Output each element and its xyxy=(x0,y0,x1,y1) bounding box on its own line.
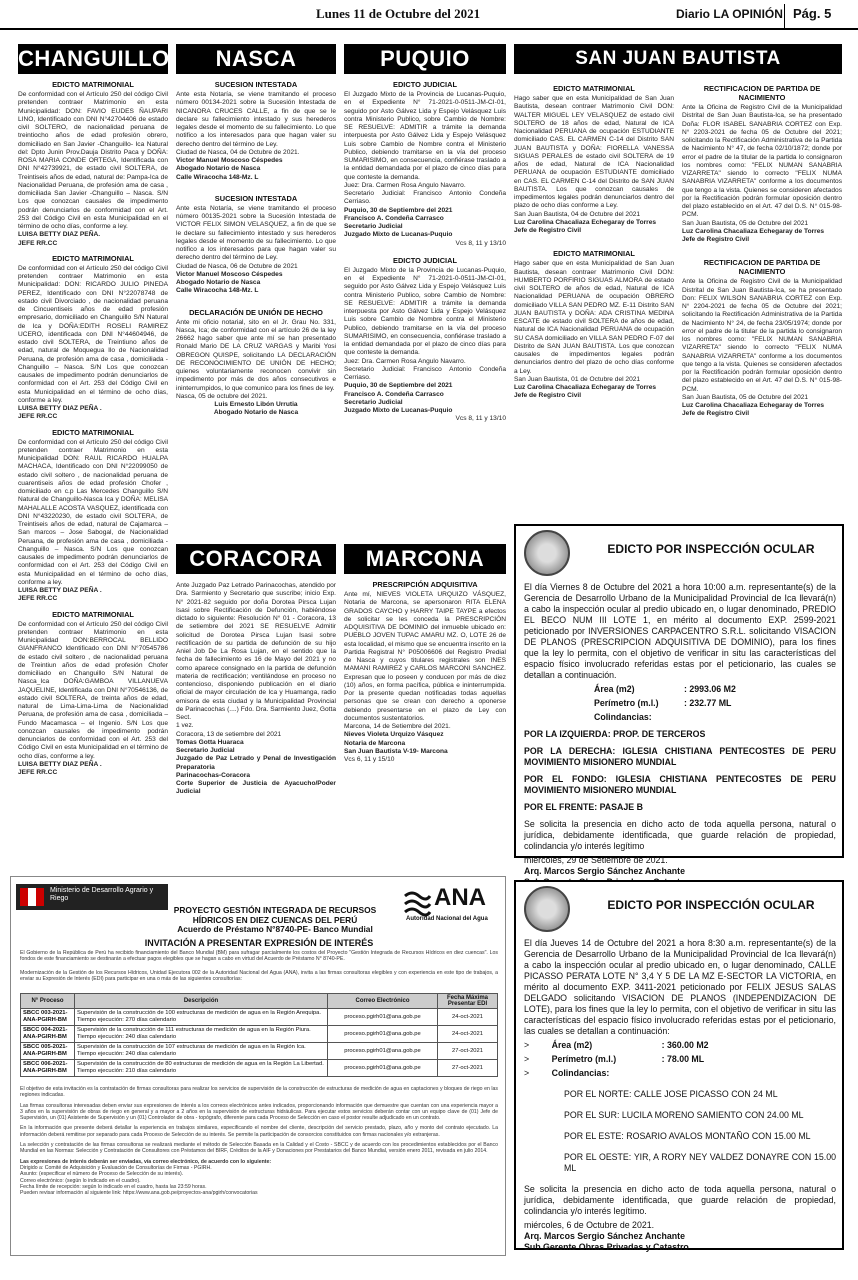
boundary-item: POR EL SUR: LUCILA MORENO SAMIENTO CON 24.00 ML xyxy=(564,1110,804,1120)
notice-text: Hago saber que en esta Municipalidad de San Juan Bautista, desean contraer Matrimonio Civil DON: WALTER MIGUEL LEY VELASQUEZ de estado civil SOLTERO de 18 años de edad, Natural de ICA Nacionalidad PERUANA de ocupación ESTUDIANTE domiciliado CAS. EL CARMEN C-14 del Distrito SAN JUAN BAUTISTA y DOÑA: FIORELLA VANESSA SIGUAS PERALES de estado civil SOLTERA de 19 años de edad, Natural de ICA Nacionalidad PERUANA de ocupación ESTUDIANTE domiciliado en CAS. EL CARMEN C-14 del Distrito de SAN JUAN BAUTISTA. Los que conozcan causales de impedimentos legales podrán denunciarlos dentro del plazo de ocho días conforme a Ley. xyxy=(514,95,674,210)
notice-title: EDICTO MATRIMONIAL xyxy=(52,609,134,619)
notice-text: Ante Juzgado Paz Letrado Parinacochas, atendido por Dra. Sarmiento y Secretario que suscribe; inicio Exp. N° 2021-82 seguido por doña Dorotea Pirsca Lujan Isasi sobre Rectificación de Defunción, habiéndose dictado lo siguiente: Resolución N° 01 - Coracora, 13 de setiembre del 2021 SE RESUELVE Admitir solicitud de Dorotea Pirsca Lujan Isasi sobre rectificación de su partida de defunción de su hijo Aniel Job De La Rosa Lujan, en el sentido que la fecha de fallecimiento es 16 de Mayo del 2021 y no como aparece consignado en la partida de defunción materia de rectificación; ventilándose en proceso no contencioso, disponiendo publicación en el diario oficial de mayor circulación de Ica y Huamanga, radio emisora de esta ciudad y la Municipalidad Provincial de Parinacochas (....) Fdo. Dra. Sarmiento Juez, Gotta Sect. xyxy=(176,582,336,721)
table-header-row: N° Proceso Descripción Correo Electrónico Fecha Máxima Presentar EDI xyxy=(21,994,498,1009)
notice-role: Sub Gerente Obras Privadas y Catastro xyxy=(524,1242,689,1252)
perimeter-row: > Perímetro (m.l.) : 78.00 ML xyxy=(524,1054,705,1064)
notice-signature: LUISA BETTY DIAZ PEÑA . xyxy=(18,405,102,412)
notice-signature: Arq. Marcos Sergio Sánchez Anchante xyxy=(524,866,685,876)
notice-place: Marcona, 14 de Setiembre del 2021. xyxy=(344,723,451,730)
notice-title: EDICTO MATRIMONIAL xyxy=(52,80,134,89)
sanjuan-banner: SAN JUAN BAUTISTA xyxy=(514,44,842,74)
nasca-column xyxy=(176,44,336,534)
notice-place: Puquio, 30 de Septiembre del 2021 xyxy=(344,206,453,214)
notice-signature: LUISA BETTY DIAZ PEÑA . xyxy=(18,760,102,768)
notice-title: EDICTO MATRIMONIAL xyxy=(52,427,134,437)
notice-closing: Se solicita la presencia en dicho acto de toda aquella persona, natural o jurídica, debidamente identificada, que guarde relación de propiedad, colindancia y/o interés legítimo xyxy=(524,819,836,851)
notice-title: EDICTO JUDICIAL xyxy=(393,80,457,89)
notice-date: miércoles, 6 de Octubre de 2021. xyxy=(524,1220,655,1230)
perimeter-row: Perímetro (m.l.) : 232.77 ML xyxy=(594,698,732,708)
notice-signature: Luis Ernesto Libón Urrutia xyxy=(214,401,298,408)
ana-paragraph: Las firmas consultoras interesadas deben enviar sus expresiones de interés a los correos electrónicos antes indicados, proporcionando información que demuestre que cuentan con una experiencia mayor a 3 años en la supervisión de obras de riego en general y a mayor a 2 años en la supervisión de estructuras hidráulicas. Para ejecutar estos servicios deberán contar con un equipo clave de (01) Jefe de Supervisión, un (01) Asistente de Supervisión y un (01) Controlador de obra - topógrafo, diferente para cada Proceso de Selección en caso el postor resulte adjudicado en un contrato. xyxy=(20,1102,498,1122)
ana-paragraph: Correo electrónico: (según lo indicado en el cuadro). xyxy=(20,1177,141,1184)
notice-body xyxy=(524,938,836,1256)
procurement-table xyxy=(20,993,498,1077)
notice-role: Jefe de Registro Civil xyxy=(514,392,582,400)
notice-place: Coracora, 13 de setiembre del 2021 xyxy=(176,730,282,738)
ana-logo-text: ANA xyxy=(434,884,486,911)
notice-title: PRESCRIPCIÓN ADQUISITIVA xyxy=(372,580,478,589)
ana-logo-subtitle: Autoridad Nacional del Agua xyxy=(406,916,488,922)
boundary-item: POR EL FRENTE: PASAJE B xyxy=(524,802,643,812)
notice-title: RECTIFICACION DE PARTIDA DE NACIMIENTO xyxy=(703,258,821,277)
notice-title: EDICTO MATRIMONIAL xyxy=(553,84,635,93)
notice-text: De conformidad con el Artículo 250 del código Civil pretenden contraer Matrimonio en esta Municipalidad DON:BERROCAL BELLIDO GIANFRANCO Identificado con DNI N°70545786 de estado civil soltero , de nacionalidad peruana de Treintiun años de edad profesión Chofer domiciliado en Changuillo S/N Natural de Nasca_Ica DOÑA:GAMBOA VILLANUEVA JAQUELINE, Identificada con DNI N°70546136, de estado civil SOLTERA, de treinta años de edad, natural de Lima-Lima-Lima de Nacionalidad Peruana, de profesión ama de casa , domiciliada –Fundo Macamasca – el Ingenio. S/N Los que conozcan causales de impedimento podrán denunciarlos de conformidad con el Art. 253 del Código Civil en esta Municipalidad en el término de ocho días, conforme a ley. xyxy=(18,620,168,760)
notice-publication: Vcs 6, 11 y 15/10 xyxy=(344,756,395,763)
notice-role: Abogado Notario de Nasca xyxy=(176,279,261,286)
notice-place: Ciudad de Nasca, 06 de Octubre de 2021 xyxy=(176,262,298,270)
notice-text: Hago saber que en esta Municipalidad de San Juan Bautista, desean contraer Matrimonio Civil DON: HUMBERTO PORFIRIO SIGUAS ALMORA de estado civil SOLTERO de años de edad, Natural de ICA Nacionalidad PERUANA de ocupación OBRERO domiciliado VILLA SAN PEDRO MZ. E-11 Distrito SAN JUAN BAUTISTA y DOÑA: ADA CRISTINA MEDINA ESCATE de estado civil SOLTERA de años de edad, Natural de ICA Nacionalidad PERUANA de ocupación SU CASA domiciliado en VILLA SAN PEDRO F-07 del Distrito de SAN JUAN BAUTISTA. Los que conozcan causales de impedimentos legales podrán denunciarlos dentro del plazo de ocho días conforme a Ley. xyxy=(514,260,674,375)
newspaper-name: Diario LA OPINIÓN xyxy=(676,7,783,21)
notice-title: SUCESION INTESTADA xyxy=(214,193,298,203)
notice-place: San Juan Bautista, 04 de Octubre del 2021 xyxy=(514,210,641,218)
notice-role: Juzgado de Paz Letrado y Penal de Investigación Preparatoria xyxy=(176,755,336,771)
area-row: Área (m2) : 2993.06 M2 xyxy=(594,684,736,694)
puquio-banner: PUQUIO xyxy=(344,44,506,74)
ministry-logo: Ministerio de Desarrollo Agrario y Riego xyxy=(16,884,168,910)
notice-title: RECTIFICACION DE PARTIDA DE NACIMIENTO xyxy=(703,84,821,102)
notice-text: Ante mí, NIEVES VIOLETA URQUIZO VÁSQUEZ, Notaria de Marcona, se apersonaron RITA ELENA GRADOS CAYCHO y HARRY TAIPE TAYPE a efectos de solicitar se les conceda la PRESCRIPCIÓN ADQUISITIVA DE DOMINIO del inmueble ubicado en: PUEBLO JOVEN TUPAC AMARU MZ. O, LOTE 26 de esta localidad, el mismo que se encuentra inscrito en la Partida Registral N° P05006606 del Registro Predial de Nasca y cuyos titulares registrales son INES MAMANI RAMIREZ y CARLOS MARCONI SANCHEZ. Expresan que lo poseen y conducen por más de diez (10) años, en forma pacífica, pública e ininterrumpida. Por la presente quedan notificadas todas aquellas personas que se crean con derecho a oponerse debiendo presentarse en el plazo de Ley con documentos sustentatorios. xyxy=(344,591,507,722)
coracora-banner: CORACORA xyxy=(176,544,336,574)
invitation-title: INVITACIÓN A PRESENTAR EXPRESIÓN DE INTERÉS xyxy=(144,938,374,948)
page-header xyxy=(0,0,858,30)
notice-title: DECLARACIÓN DE UNIÓN DE HECHO xyxy=(189,307,323,317)
coracora-column xyxy=(176,544,336,864)
ana-paragraph: Fecha límite de recepción: según lo indicado en el cuadro, hasta las 23:59 horas. xyxy=(20,1183,207,1190)
notice-signature: Victor Manuel Moscoso Céspedes xyxy=(176,270,283,278)
boundaries-label: > Colindancias: xyxy=(524,1068,610,1078)
notice-signature: LUISA BETTY DIAZ PEÑA. xyxy=(18,231,101,239)
notice-title: EDICTO POR INSPECCIÓN OCULAR xyxy=(607,542,815,556)
notice-role: Secretario Judicial xyxy=(344,223,403,230)
municipal-crest-icon xyxy=(524,886,570,932)
notice-signature: Luz Carolina Chacaliaza Echegaray de Torres xyxy=(514,384,657,391)
notice-signature: Luz Carolina Chacaliaza Echegaray de Torres xyxy=(514,218,657,226)
notice-text: El Juzgado Mixto de la Provincia de Lucanas-Puquio, en el Expediente N° 71-2021-0-0511-JM-CI-01, seguido por Asto Gálvez Lida y Espejo Velásquez Luis contra Ministerio Publico, sobre Cambio de Nombre: SE RESUELVE: ADMITIR a trámite la demanda interpuesta por Asto Gálvez Lida y Espejo Velásquez Luis sobre Cambio de Nombre contra el Ministerio Publico, debiendo tramitarse en la vía del proceso SUMARISIMO, en consecuencia, confiérase traslado a la entidad demandada por el plazo de cinco días para que conteste la demanda. xyxy=(344,266,506,357)
ana-paragraph: Asunto: (especificar el número de Proceso de Selección de su interés). xyxy=(20,1171,184,1178)
notice-title: EDICTO POR INSPECCIÓN OCULAR xyxy=(607,898,815,912)
notice-signature: Nieves Violeta Urquizo Vásquez xyxy=(344,731,444,739)
marcona-banner: MARCONA xyxy=(344,544,506,574)
notice-text: El Juzgado Mixto de la Provincia de Lucanas-Puquio, en el Expediente N° 71-2021-0-0511-JM-CI-01, seguido por Asto Gálvez Lida y Espejo Velásquez Luis contra Ministerio Publico, sobre Cambio de Nombre: SE RESUELVE: ADMITIR a trámite la demanda interpuesta por Asto Gálvez Lida y Espejo Velásquez Luis sobre Cambio de Nombre contra el Ministerio Publico, debiendo tramitarse en la vía del proceso SUMARISIMO, en consecuencia, confiérase traslado a la entidad demandada por el plazo de cinco días para que conteste la demanda. xyxy=(344,91,506,181)
invitation-intro: El Gobierno de la República de Perú ha recibido financiamiento del Banco Mundial (BM) para sufragar parcialmente los costos del Proyecto "Gestión Integrada de Recursos Hídricos en diez cuencas". Los fondos de este financiamiento se destinarán a efectuar pagos elegibles que se hagan a cabo en virtud del Acuerdo de Préstamo N° 8740-PE. xyxy=(20,950,498,963)
notice-text: De conformidad con el Artículo 250 del código Civil pretenden contraer Matrimonio en esta Municipalidad: DON: FAVIO EUDES ÑAUPARI LINO, Identificado con DNI N°42704406 de estado civil SOLTERO, de nacionalidad peruana de treintiocho años de edad profesión obrero, domiciliado en San Javier -Changuillo- Ica Natural del: Dpto Junin Prov.Dauja Distrito Paca y DOÑA: ROSA MARIA CONDE ORTEGA, Identificada con DNI N°42739921, de estado civil SOLTERA, de Treintiseis años de edad, natural de: Pampa-Ica de Nacionalidad Peruana, de profesión ama de casa , domiciliada San Javier -Changuillo – Nasca. S/N Los que conozcan causales de impedimento podrán denunciarlos de conformidad con el Art. 253 del Código Civil en esta Municipalidad en el término de ocho días, conforme a ley. xyxy=(18,91,168,230)
nasca-banner: NASCA xyxy=(176,44,336,74)
notice-closing: Se solicita la presencia en dicho acto de toda aquella persona, natural o jurídica, debidamente identificada, que guarde relación de propiedad, colindancia y/o interés legítimo. xyxy=(524,1184,836,1216)
ana-paragraph: La selección y contratación de las firmas consultoras se realizará mediante el método de Selección Basada en la Calidad y el Costo - SBCC y de acuerdo con los procedimientos establecidos por el Banco Mundial en las Normas: Selección y Contratación de Consultores con Préstamos del BIRF, Créditos de la AIF y Donaciones por Prestatarios del Banco Mundial, versión enero 2011, revisada en julio 2014. xyxy=(20,1142,498,1155)
ana-paragraph: El objetivo de esta invitación es la contratación de firmas consultoras para realizar los servicios de supervisión de la construcción de estructuras de medición de agua en captaciones y bloques de riego en las regiones indicadas. xyxy=(20,1086,498,1099)
invitation-intro-2: Modernización de la Gestión de los Recursos Hídricos, Unidad Ejecutora 002 de la Autoridad Nacional del Agua (ANA), invita a las firmas consultoras elegibles y con experiencia en este tipo de trabajos, a enviar su Expresión de Interés (EDI) para participar en una o más de las siguientes consultorías: xyxy=(20,970,498,983)
changuillo-banner: CHANGUILLO xyxy=(18,44,168,74)
notice-judge: Juez: Dra. Carmen Rosa Angulo Navarro. xyxy=(344,181,466,189)
notice-signature: Tomas Gotta Huaraca xyxy=(176,738,244,746)
notice-text: Ante esta Notaría, se viene tramitando el proceso número 00135-2021 sobre la Sucesión Intestada de VICTOR FELIX SIMON VELASQUEZ, a fin de que se le declare su fallecimiento intestado y sus herederos legales desde el momento de su fallecimiento. Lo que notifico a los interesados para que hagan valer su derecho dentro del término de Ley. xyxy=(176,204,336,262)
municipal-crest-icon xyxy=(524,530,570,576)
notice-place: San Juan Bautista, 05 de Octubre del 2021 xyxy=(682,219,809,227)
ana-paragraph[interactable]: Pueden revisar información al siguiente link: https://www.ana.gob.pe/proyectos-ana/pgirh/convocatorias xyxy=(20,1190,258,1197)
inspection-notice-2 xyxy=(514,880,844,1250)
ana-paragraph: En la información que presente deberá detallar la experiencia en trabajos similares, especificando el nombre del cliente, descripción del servicio prestado, plazo, año y monto del contrato ejecutado. La información deberá remitirse por separado para cada Proceso de Selección de su interés. Se permite la participación de consorcios constituidos con firmas nacionales y/o extranjeras. xyxy=(20,1125,498,1138)
notice-signature: Luz Carolina Chacaliaza Echegaray de Torres xyxy=(682,227,825,235)
table-row: SBCC 004-2021-ANA-PGIRH-BM Supervisión de la construcción de 111 estructuras de medición de agua en la Región Piura. Tiempo ejecución: 240 días calendario proceso.pgirh01@ana.gob.pe 24-oct-2021 xyxy=(21,1026,498,1043)
ana-waves-icon xyxy=(402,888,432,918)
notice-role: Secretario Judicial xyxy=(176,747,235,754)
notice-address: Calle Wiracocha 148-Mz. L xyxy=(176,287,259,295)
notice-role: Abogado Notario de Nasca xyxy=(213,409,299,417)
notice-publication: Vcs 8, 11 y 13/10 xyxy=(455,415,506,423)
notice-text: Ante la Oficina de Registro Civil de la Municipalidad Distrital de San Juan Bautista-Ica, se ha presentado Doña: FLOR ISABEL SANABRIA CORTEZ con Exp. N° 2203-2021 de fecha 05 de Octubre del 2021; solicitando la Rectificación Administrativa de la Partida de Nacimiento N° 47, de fecha 02/10/1872; donde por error el padre de la titular de la partida lo consignaron los nombres como: "FELIX NUMAN SANABRIA VIZARRETA" siendo lo correcto "FELIX NUMA SANABRIA VIZARRETA" conforme a los documentos que tengo a la vista. Quienes se consideren afectados por la Rectificación podrán formular oposición dentro del plazo establecido en el Art. 47 del D.S. N° 015-98-PCM. xyxy=(682,104,842,219)
boundary-item: POR EL FONDO: IGLESIA CHISTIANA PENTECOSTES DE PERU MOVIMIENTO MISIONERO MUNDIAL xyxy=(524,774,836,795)
notice-signature: Luz Carolina Chacaliaza Echegaray de Torres xyxy=(682,402,825,409)
boundary-item: POR EL ESTE: ROSARIO AVALOS MONTAÑO CON 15.00 ML xyxy=(564,1131,811,1141)
notice-role: JEFE RR.CC xyxy=(18,769,58,776)
notice-title: SUCESION INTESTADA xyxy=(214,80,298,89)
notice-signature: Francisco A. Condeña Carrasco xyxy=(344,390,444,398)
notice-role: JEFE RR.CC xyxy=(18,413,58,421)
boundary-item: POR LA DERECHA: IGLESIA CHISTIANA PENTECOSTES DE PERU MOVIMIENTO MISIONERO MUNDIAL xyxy=(524,746,836,767)
notice-secretary: Secretario Judicial: Francisco Antonio Condeña Cerriaso. xyxy=(344,190,506,206)
notice-text: Ante mi oficio notarial, sito en el Jr. Grau No. 331, Nasca, Ica; de conformidad con el artículo 26 de la ley 26662 hago saber que ante mí se han presentado Ronald Mario DE LA CRUZ VARGAS y Maribi Yosi OBREGON QUISPE, solicitando LA DECLARACIÓN DE RECONOCIMIENTO DE UNIÓN DE HECHO; quienes voluntariamente reconocen convivir sin impedimento por más de dos años consecutivos e ininterrumpidos, lo que comunico para los fines de ley. xyxy=(176,318,336,392)
ana-paragraph: Dirigido a: Comité de Adquisición y Evaluación de Consultorías de Firmas - PGIRH. xyxy=(20,1164,212,1171)
notice-place: Ciudad de Nasca, 04 de Octubre de 2021. xyxy=(176,148,300,156)
notice-role: Abogado Notario de Nasca xyxy=(176,165,261,173)
notice-role: Notaria de Marcona xyxy=(344,739,406,747)
notice-text: Ante esta Notaría, se viene tramitando el proceso número 00134-2021 sobre la Sucesión Intestada de NICANORA CRUCES CALLE, a fin de que se le declare su fallecimiento intestado y sus herederos legales desde el momento de su fallecimiento. Lo que notifico a los interesados para que hagan valer su derecho dentro del término de Ley. xyxy=(176,91,336,148)
project-title: PROYECTO GESTIÓN INTEGRADA DE RECURSOS HÍDRICOS EN DIEZ CUENCAS DEL PERÚ Acuerdo de Préstamo N°8740-PE- Banco Mundial xyxy=(173,905,377,935)
area-row: > Área (m2) : 360.00 M2 xyxy=(524,1040,709,1050)
notice-title: EDICTO JUDICIAL xyxy=(393,255,457,265)
notice-place: San Juan Bautista, 05 de Octubre del 2021 xyxy=(682,393,809,401)
page-number: Pág. 5 xyxy=(784,4,831,28)
notice-signature: Arq. Marcos Sergio Sánchez Anchante xyxy=(524,1231,685,1241)
notice-role: JEFE RR.CC xyxy=(18,239,58,247)
notice-secretary: Secretario Judicial: Francisco Antonio Condeña Cerriaso. xyxy=(344,365,506,381)
notice-role: Jefe de Registro Civil xyxy=(682,236,750,243)
ana-paragraph: Las expresiones de interés deberán ser enviadas, vía correo electrónico, de acuerdo con lo siguiente: xyxy=(20,1158,272,1165)
notice-role: Parinacochas-Coracora xyxy=(176,771,251,779)
notice-court: Juzgado Mixto de Lucanas-Puquio xyxy=(344,407,453,414)
boundary-item: POR LA IZQUIERDA: PROP. DE TERCEROS xyxy=(524,729,706,739)
marcona-column xyxy=(344,544,506,864)
notice-signature: Francisco A. Condeña Carrasco xyxy=(344,214,444,222)
notice-date: miércoles, 29 de Setiembre de 2021. xyxy=(524,855,668,865)
notice-signature: LUISA BETTY DIAZ PEÑA . xyxy=(18,587,102,594)
notice-address: Calle Wiracocha 148-Mz. L xyxy=(176,173,259,181)
notice-text: De conformidad con el Artículo 250 del código Civil pretenden contraer Matrimonio en esta Municipalidad DON: RAUL RICARDO HUALPA MACHACA, Identificado con DNI N°22099050 de estado civil soltero , de nacionalidad peruana de cuarentiseis años de edad profesión Chofer , domiciliado en c.p Las Mercedes Changuillo S/N Natural de Changuillo-Nasca Ica y DOÑA: MELISA MAHALALLE ACOSTA VASQUEZ, identificada con DNI N°43220230, de estado civil SOLTERA, de Treintiseis años de edad, natural de Cajamarca – San marcos – Jose Sabogal, de Nacionalidad Peruana, de profesión ama de casa , domiciliada - Changuillo – Nasca. S/N Los que conozcan causales de impedimento podrán denunciarlos de conformidad con el Art. 253 del Código Civil en esta Municipalidad en el término de ocho días, conforme a ley. xyxy=(18,438,168,586)
sanjuan-left-column xyxy=(514,78,674,518)
notice-title: EDICTO MATRIMONIAL xyxy=(52,253,134,263)
notice-role: Jefe de Registro Civil xyxy=(682,410,750,418)
ana-body xyxy=(20,1086,498,1196)
ana-logo xyxy=(402,884,502,924)
notice-place: San Juan Bautista, 01 de Octubre del 2021 xyxy=(514,375,641,383)
boundary-item: POR EL OESTE: YIR, A RORY NEY VALDEZ DONAYRE CON 15.00 ML xyxy=(564,1152,836,1173)
notice-role: Jefe de Registro Civil xyxy=(514,227,582,234)
notice-address: San Juan Bautista V-19- Marcona xyxy=(344,747,448,755)
notice-signature: Victor Manuel Moscoso Céspedes xyxy=(176,157,283,164)
notice-vez: 1 vez. xyxy=(176,722,194,730)
notice-text: El día Jueves 14 de Octubre del 2021 a hora 8:30 a.m. representante(s) de la Gerencia de Desarrollo Urbano de la Municipalidad Provincial de Ica llevará(n) a cabo la inspección ocular al predio ubicado en, o lugar denominado, CALLE PICASSO PERATA LOTE N° 3,4 Y 5 DE LA MZ E-SECTOR LA VICTORIA, en mérito al documento EXP. 3411-2021 peticionado por FELIX JESUS SALAS DELGADO solicitando VISACION DE PLANOS (INDEPENDIZACION DE LOTE), para los fines que la ley lo permita, con el objetivo de verificar in situ las características del espacio físico involucrado referidas estas por el peticionario, las cuales se detallan a continuación: xyxy=(524,938,836,1036)
notice-body xyxy=(524,582,836,891)
notice-text: De conformidad con el Artículo 250 del código Civil pretenden contraer Matrimonio en esta Municipalidad: DON: RICARDO JULIO PINEDA PEREZ, Identificado con DNI N°22078748 de estado civil Divorciado , de nacionalidad peruana de Cincuentiseis años de edad profesión empresario, domiciliado en Changuillo S/N Natural de Ica y DOÑA:EDITH ROSELI RAMIREZ UCERO, identificada con DNI N°44604946, de estado civil SOLTERA, de Treintiuno años de edad, natural de Moquegua Ilo de Nacionalidad Peruana, de profesión ama de casa , domiciliada - Changuillo – Nasca. S/N Los que conozcan causales de impedimento podrán denunciarlos de conformidad con el Art. 253 del Código Civil en esta Municipalidad en el término de ocho días, conforme a ley. xyxy=(18,264,168,404)
notice-court: Juzgado Mixto de Lucanas-Puquio xyxy=(344,231,453,239)
notice-publication: Vcs 8, 11 y 13/10 xyxy=(455,239,506,247)
puquio-column xyxy=(344,44,506,534)
notice-place: Nasca, 05 de octubre del 2021. xyxy=(176,392,268,400)
boundaries-label: Colindancias: xyxy=(594,712,652,722)
inspection-notice-1 xyxy=(514,524,844,876)
notice-role: Secretario Judicial xyxy=(344,398,403,406)
notice-text: Ante la Oficina de Registro Civil de la Municipalidad Distrital de San Juan Bautista-Ica, se ha presentado Don: FELIX WILSON SANABRIA CORTEZ con Exp. N° 2204-2021 de fecha 05 de Octubre del 2021; solicitando la Rectificación Administrativa de la Partida de Nacimiento N° 24, de fecha 23/05/1974; donde por error el padre de la titular de la partida lo consignaron los nombres como: "FELIX NUMAN SANABRIA VIZARRETA" siendo lo correcto "FELIX NUMA SANABRIA VIZARRETA" conforme a los documentos que tengo a la vista. Quienes se consideren afectados por la Rectificación podrán formular oposición dentro del plazo establecido en el Art. 47 del D.S. N° 015-98-PCM. xyxy=(682,278,842,393)
notice-text: El día Viernes 8 de Octubre del 2021 a hora 10:00 a.m. representante(s) de la Gerencia de Desarrollo Urbano de la Municipalidad Provincial de Ica llevará(n) a cabo la inspección ocular al predio ubicado en, o lugar denominado, PREDIO EL BECO NUM III LOTE 1, en mérito al documento EXP. 2599-2021 peticionado por INVERSIONES CARPACENTRO S.R.L. solicitando VISACION DE PLANOS (PRESCRIPCION ADQUISITIVA DE DOMINIO), para los fines que la ley lo permita, con el objetivo de verificar in situ las características del espacio físico involucrado referidas estas por el peticionario, las cuales se detallan a continuación. xyxy=(524,582,836,680)
changuillo-column xyxy=(18,44,168,864)
table-row: SBCC 006-2021-ANA-PGIRH-BM Supervisión de la construcción de 80 estructuras de medición de agua en la Región La Libertad. Tiempo ejecución: 210 días calendario proceso.pgirh01@ana.gob.pe 27-oct-2021 xyxy=(21,1060,498,1077)
sanjuan-right-column xyxy=(682,78,842,518)
notice-role: Corte Superior de Justicia de Ayacucho/Poder Judicial xyxy=(176,780,336,796)
boundary-item: POR EL NORTE: CALLE JOSE PICASSO CON 24 ML xyxy=(564,1089,778,1099)
issue-date: Lunes 11 de Octubre del 2021 xyxy=(316,6,481,21)
peru-flag-icon xyxy=(20,888,44,906)
notice-place: Puquio, 30 de Septiembre del 2021 xyxy=(344,382,453,390)
notice-title: EDICTO MATRIMONIAL xyxy=(553,249,635,259)
table-row: SBCC 003-2021-ANA-PGIRH-BM Supervisión de la construcción de 100 estructuras de medición de agua en la Región Arequipa. Tiempo ejecución: 270 días calendario proceso.pgirh01@ana.gob.pe 24-oct-2021 xyxy=(21,1009,498,1026)
notice-judge: Juez: Dra. Carmen Rosa Angulo Navarro. xyxy=(344,357,466,365)
table-row: SBCC 005-2021-ANA-PGIRH-BM Supervisión de la construcción de 107 estructuras de medición de agua en la Región Ica. Tiempo ejecución: 240 días calendario proceso.pgirh01@ana.gob.pe 27-oct-2021 xyxy=(21,1043,498,1060)
notice-role: JEFE RR.CC xyxy=(18,595,58,603)
